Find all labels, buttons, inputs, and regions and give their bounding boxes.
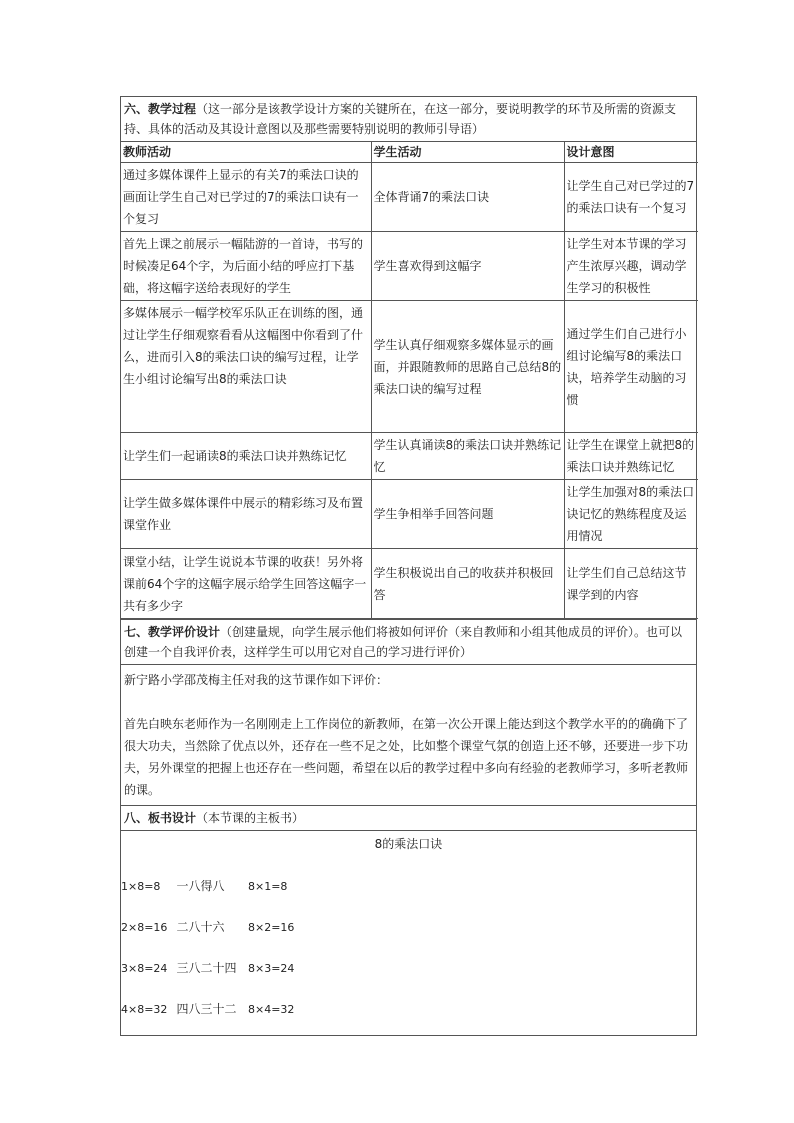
board-alt-equation: 8×1=8 [248, 880, 288, 893]
student-cell: 学生认真仔细观察多媒体显示的画面，并跟随教师的思路自己总结8的乘法口诀的编写过程 [371, 301, 564, 433]
section7-title: 七、教学评价设计 [124, 625, 221, 639]
intent-cell: 让学生们自己总结这节课学到的内容 [564, 549, 698, 619]
header-intent: 设计意图 [564, 142, 698, 163]
intent-cell: 通过学生们自己进行小组讨论编写8的乘法口诀，培养学生动脑的习惯 [564, 301, 698, 433]
evaluation-box [120, 664, 697, 805]
teacher-cell: 课堂小结，让学生说说本节课的收获！另外将课前64个字的这幅字展示给学生回答这幅字一共有多少字 [121, 549, 371, 619]
board-row [121, 1000, 294, 1017]
process-table-box [120, 141, 697, 619]
lesson-plan-page [120, 96, 697, 1036]
header-teacher: 教师活动 [121, 142, 371, 163]
table-row [121, 480, 698, 549]
board-equation: 2×8=16 [121, 921, 168, 934]
intent-cell: 让学生对本节课的学习产生浓厚兴趣，调动学生学习的积极性 [564, 232, 698, 301]
table-header-row [121, 142, 698, 163]
student-cell: 全体背诵7的乘法口诀 [371, 163, 564, 232]
section6-title: 六、教学过程 [124, 102, 197, 116]
student-cell: 学生争相举手回答问题 [371, 480, 564, 549]
header-student: 学生活动 [371, 142, 564, 163]
student-cell: 学生认真诵读8的乘法口诀并熟练记忆 [371, 433, 564, 480]
table-row [121, 232, 698, 301]
board-verse: 二八十六 [176, 920, 225, 934]
board-alt-equation: 8×2=16 [248, 921, 295, 934]
board-row [121, 959, 294, 976]
teacher-cell: 让学生做多媒体课件中展示的精彩练习及布置课堂作业 [121, 480, 371, 549]
blackboard-box [120, 830, 697, 1036]
table-row [121, 433, 698, 480]
intent-cell: 让学生加强对8的乘法口诀记忆的熟练程度及运用情况 [564, 480, 698, 549]
section7-note: （创建量规，向学生展示他们将被如何评价（来自教师和小组其他成员的评价）。也可以创建一个自我评价表，这样学生可以用它对自己的学习进行评价） [124, 625, 683, 659]
table-row [121, 163, 698, 232]
section8-heading [120, 805, 697, 830]
board-title: 8的乘法口诀 [374, 837, 443, 851]
evaluation-body: 首先白映东老师作为一名刚刚走上工作岗位的新教师，在第一次公开课上能达到这个教学水平的的确确下了很大功夫，当然除了优点以外，还存在一些不足之处，比如整个课堂气氛的创造上还不够，还要进一步下功夫，另外课堂的把握上也还存在一些问题，希望在以后的教学过程中多向有经验的老教师学习，多听老教师的课。 [124, 717, 689, 797]
board-verse: 一八得八 [176, 879, 225, 893]
teacher-cell: 通过多媒体课件上显示的有关7的乘法口诀的画面让学生自己对已学过的7的乘法口诀有一个复习 [121, 163, 371, 232]
section7-heading [120, 619, 697, 664]
board-alt-equation: 8×4=32 [248, 1003, 295, 1016]
student-cell: 学生积极说出自己的收获并积极回答 [371, 549, 564, 619]
board-equation: 3×8=24 [121, 962, 168, 975]
process-table [121, 142, 698, 619]
section6-note: （这一部分是该教学设计方案的关键所在，在这一部分，要说明教学的环节及所需的资源支持、具体的活动及其设计意图以及那些需要特别说明的教师引导语） [124, 102, 677, 136]
teacher-cell: 首先上课之前展示一幅陆游的一首诗，书写的时候凑足64个字，为后面小结的呼应打下基础，将这幅字送给表现好的学生 [121, 232, 371, 301]
board-alt-equation: 8×3=24 [248, 962, 295, 975]
teacher-cell: 让学生们一起诵读8的乘法口诀并熟练记忆 [121, 433, 371, 480]
board-row [121, 877, 287, 894]
table-row [121, 549, 698, 619]
board-verse: 三八二十四 [176, 961, 237, 975]
student-cell: 学生喜欢得到这幅字 [371, 232, 564, 301]
board-row [121, 918, 294, 935]
board-verse: 四八三十二 [176, 1002, 237, 1016]
board-equation: 1×8=8 [121, 880, 161, 893]
section8-title: 八、板书设计 [124, 811, 197, 825]
intent-cell: 让学生在课堂上就把8的乘法口诀并熟练记忆 [564, 433, 698, 480]
board-equation: 4×8=32 [121, 1003, 168, 1016]
section6-heading [120, 96, 697, 141]
teacher-cell: 多媒体展示一幅学校军乐队正在训练的图，通过让学生仔细观察看看从这幅图中你看到了什么，进而引入8的乘法口诀的编写过程，让学生小组讨论编写出8的乘法口诀 [121, 301, 371, 433]
intent-cell: 让学生自己对已学过的7的乘法口诀有一个复习 [564, 163, 698, 232]
table-row [121, 301, 698, 433]
evaluation-intro: 新宁路小学邵茂梅主任对我的这节课作如下评价： [124, 673, 389, 687]
section8-note: （本节课的主板书） [196, 811, 305, 825]
